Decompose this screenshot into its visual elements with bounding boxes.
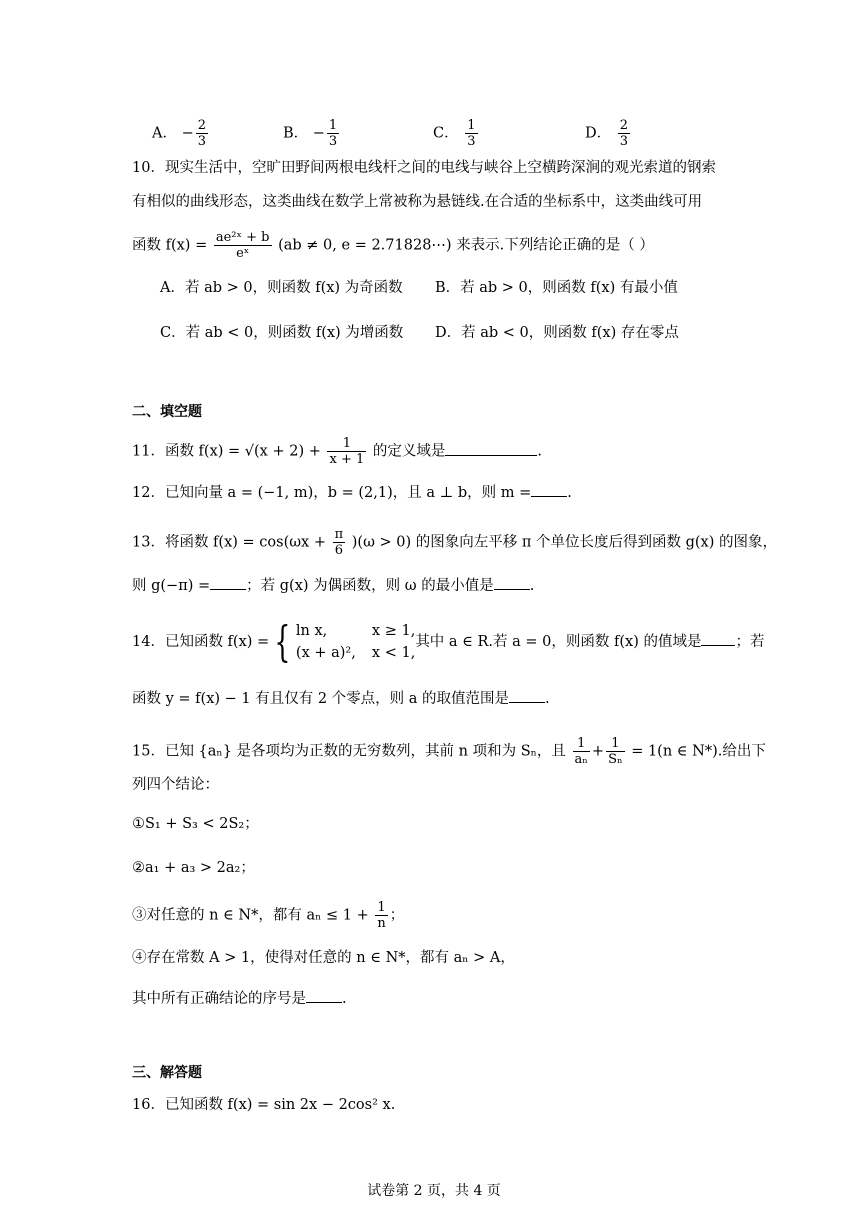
minus-sign: − (312, 125, 325, 142)
period: . (537, 443, 542, 460)
question-text: ；若 g(x) 为偶函数，则 ω 的最小值是 (246, 578, 494, 594)
q10-option-c: C．若 ab < 0，则函数 f(x) 为增函数 (160, 325, 404, 341)
fraction (214, 230, 272, 261)
answer-blank[interactable] (701, 631, 735, 646)
fraction (333, 527, 346, 558)
denominator: 3 (619, 134, 629, 149)
option-label: C． (433, 125, 459, 142)
question-text: 12．已知向量 a = (−1, m)，b = (2,1)，且 a ⊥ b，则 m = (132, 485, 532, 501)
question-text: 其中所有正确结论的序号是 (132, 991, 306, 1007)
q14-line-1 (132, 617, 765, 666)
option-label: D． (585, 125, 612, 142)
minus-sign: − (181, 125, 194, 142)
fraction (465, 118, 477, 149)
function-definition: 14．已知函数 f(x) = (132, 634, 270, 650)
numerator: 2 (197, 118, 207, 133)
case-1 (296, 620, 415, 642)
function-definition: 11．函数 f(x) = √(x + 2) + (132, 443, 321, 460)
numerator: 2 (619, 118, 629, 133)
q15-conclusion-1: ①S₁ + S₃ < 2S₂； (132, 816, 259, 832)
function-definition: 13．将函数 f(x) = cos(ωx + (132, 534, 326, 551)
q13-line-2 (132, 575, 534, 596)
answer-blank[interactable] (531, 482, 567, 497)
denominator: 3 (467, 134, 476, 149)
question-text: )(ω > 0) 的图象向左平移 π 个单位长度后得到函数 g(x) 的图象， (351, 534, 778, 551)
question-stem: (ab ≠ 0, e = 2.71828⋯) 来表示.下列结论正确的是（ ） (278, 237, 654, 254)
q9-option-d (585, 118, 632, 149)
answer-blank[interactable] (210, 575, 246, 590)
numerator: 1 (573, 736, 590, 752)
fraction (375, 900, 387, 931)
denominator: n (377, 916, 386, 931)
option-label: A． (152, 125, 177, 142)
section-heading-solutions: 三、解答题 (132, 1065, 202, 1081)
q10-option-b: B．若 ab > 0，则函数 f(x) 有最小值 (435, 280, 678, 296)
q15-line-2: 列四个结论： (132, 777, 219, 793)
q15-last-line (132, 988, 347, 1009)
period: . (342, 991, 347, 1007)
period: . (545, 691, 550, 707)
numerator: π (334, 527, 344, 542)
question-text: 其中 a ∈ R.若 a = 0，则函数 f(x) 的值域是 (415, 634, 702, 650)
q10-line-2: 有相似的曲线形态，这类曲线在数学上常被称为悬链线.在合适的坐标系中，这类曲线可用 (132, 194, 703, 210)
question-text: 15．已知 {aₙ} 是各项均为正数的无穷数列，其前 n 项和为 Sₙ，且 (132, 743, 566, 760)
question-text: ；若 (735, 634, 765, 650)
denominator: 6 (334, 543, 344, 558)
denominator: aₙ (574, 752, 588, 767)
numerator: 1 (327, 436, 366, 452)
page-footer: 试卷第 2 页，共 4 页 (367, 1183, 501, 1199)
question-text: ③对任意的 n ∈ N*，都有 aₙ ≤ 1 + (132, 907, 369, 924)
denominator: 3 (197, 134, 207, 149)
q12 (132, 482, 572, 503)
case-expression: ln x, (295, 623, 328, 639)
q10-line-3 (132, 230, 654, 261)
fraction (196, 118, 208, 149)
q9-option-a (152, 118, 210, 149)
question-text: 则 g(−π) = (132, 578, 211, 594)
fraction (327, 118, 339, 149)
case-2 (296, 642, 415, 664)
q10-option-a: A．若 ab > 0，则函数 f(x) 为奇函数 (160, 280, 403, 296)
numerator: 1 (375, 900, 387, 916)
denominator: eˣ (236, 246, 250, 261)
period: . (529, 578, 535, 594)
answer-blank[interactable] (306, 988, 342, 1003)
numerator: 1 (328, 118, 338, 133)
fraction (618, 118, 630, 149)
q13-line-1 (132, 527, 777, 558)
q15-conclusion-4: ④存在常数 A > 1，使得对任意的 n ∈ N*，都有 aₙ > A， (132, 950, 515, 966)
punctuation: ； (389, 907, 405, 924)
fraction (606, 736, 625, 767)
q9-option-c (433, 118, 480, 149)
denominator: 3 (328, 134, 338, 149)
numerator: 1 (606, 736, 625, 752)
answer-blank[interactable] (494, 575, 530, 590)
question-text: 的定义域是 (372, 443, 446, 460)
option-label: B． (283, 125, 309, 142)
q9-option-b (283, 118, 341, 149)
question-text: 函数 y = f(x) − 1 有且仅有 2 个零点，则 a 的取值范围是 (132, 691, 510, 707)
q15-line-1 (132, 736, 766, 767)
case-condition: x < 1, (371, 645, 416, 661)
numerator: ae²ˣ + b (215, 230, 270, 245)
fraction (327, 436, 366, 467)
case-expression: (x + a)², (295, 645, 356, 661)
fraction (573, 736, 590, 767)
function-definition: 函数 f(x) = (132, 237, 208, 254)
numerator: 1 (467, 118, 476, 133)
piecewise-cases (296, 620, 415, 664)
q10-line-1: 10．现实生活中，空旷田野间两根电线杆之间的电线与峡谷上空横跨深涧的观光索道的钢索 (132, 160, 716, 176)
answer-blank[interactable] (445, 441, 537, 456)
brace-icon: { (274, 617, 291, 666)
q11 (132, 436, 542, 467)
denominator: Sₙ (608, 752, 623, 767)
plus-sign: + (591, 743, 605, 760)
q14-line-2 (132, 688, 550, 709)
q10-option-d: D．若 ab < 0，则函数 f(x) 存在零点 (435, 325, 679, 341)
period: . (567, 485, 572, 501)
answer-blank[interactable] (509, 688, 545, 703)
case-condition: x ≥ 1, (371, 623, 416, 639)
q15-conclusion-3 (132, 900, 404, 931)
q15-conclusion-2: ②a₁ + a₃ > 2a₂； (132, 860, 255, 876)
denominator: x + 1 (329, 452, 365, 467)
section-heading-fill-in: 二、填空题 (132, 404, 202, 420)
q16: 16．已知函数 f(x) = sin 2x − 2cos² x. (132, 1097, 396, 1113)
question-text: = 1(n ∈ N*).给出下 (631, 743, 766, 760)
